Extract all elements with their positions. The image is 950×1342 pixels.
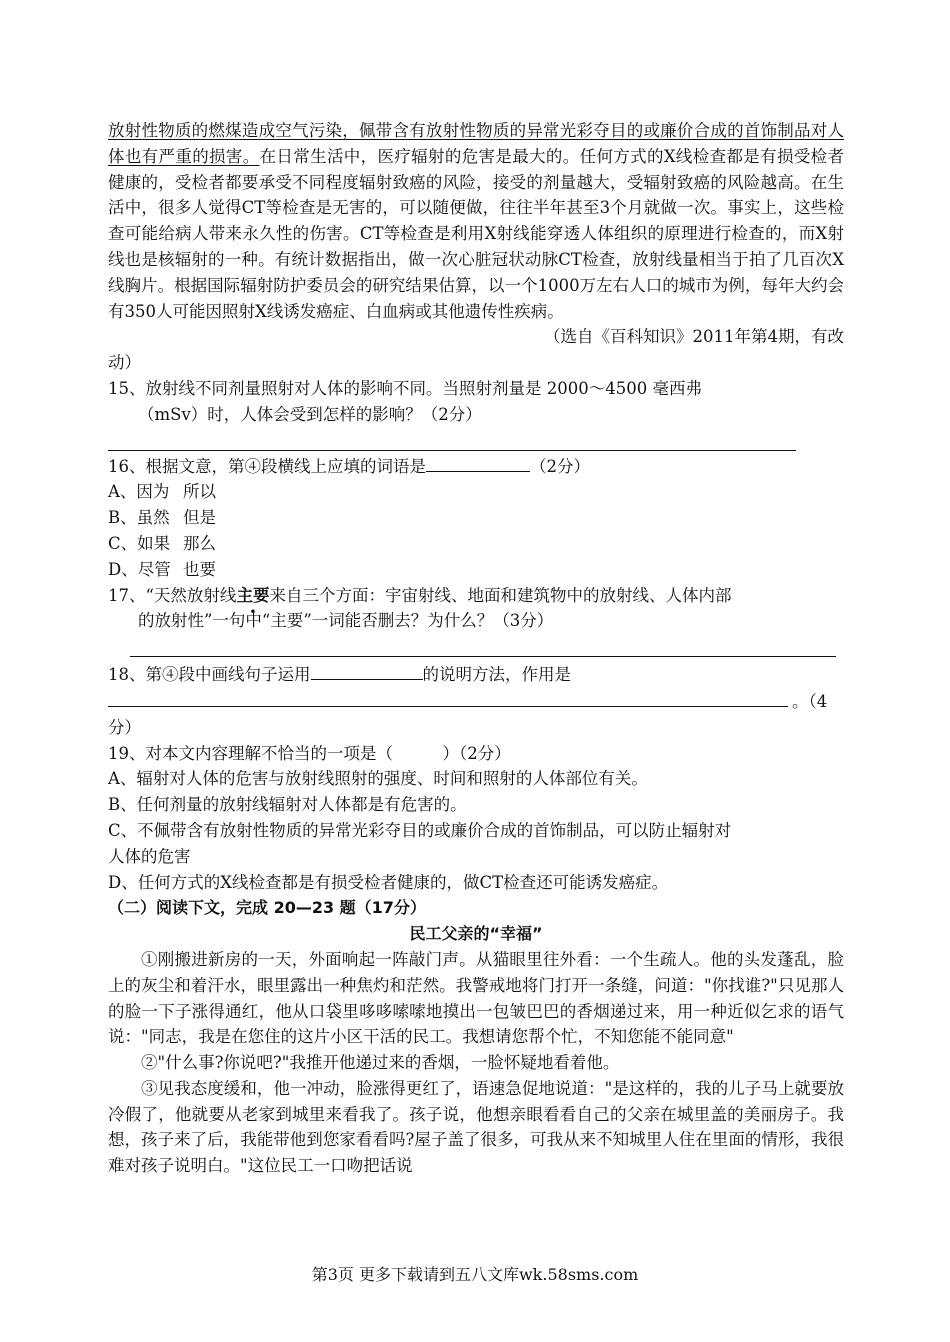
source-citation-end: 动） (108, 353, 141, 373)
option-label: A、因为 (108, 482, 170, 502)
q17-pre: 17、“天然放射线 (108, 585, 237, 605)
q17-post: 来自三个方面：宇宙射线、地面和建筑物中的放射线、人体内部 (269, 585, 732, 605)
option-text: 也要 (183, 559, 216, 579)
q16-option-b[interactable] (108, 505, 844, 531)
option-text: 所以 (183, 482, 216, 502)
article-title: 民工父亲的“幸福” (409, 924, 543, 944)
q16-option-d[interactable] (108, 557, 844, 583)
q18-line1 (108, 661, 844, 688)
q19-option-a[interactable]: A、辐射对人体的危害与放射线照射的强度、时间和照射的人体部位有关。 (108, 769, 648, 789)
q18-blank-effect[interactable] (108, 688, 788, 707)
option-text: 那么 (183, 533, 216, 553)
q18-line2 (108, 688, 844, 715)
q19-stem: 19、对本文内容理解不恰当的一项是（ ）（2分） (108, 743, 511, 763)
q18-post: 的说明方法，作用是 (422, 665, 571, 685)
option-label: C、如果 (108, 533, 171, 553)
article-paragraph-2: ②"什么事?你说吧?"我推开他递过来的香烟，一脸怀疑地看着他。 (141, 1053, 620, 1073)
q16-blank[interactable] (426, 453, 530, 472)
q18-tail: 。（4 (792, 691, 828, 711)
passage1-text: 在日常生活中，医疗辐射的危害是最大的。任何方式的X线检查都是有损受检者健康的，受检者都要承受不同程度辐射致癌的风险，接受的剂量越大，受辐射致癌的风险越高。在生活中，很多人觉得CT等检查是无害的，可以随便做，往往半年甚至3个月就做一次。事实上，这些检查可能给病人带来永久性的伤害。CT等检查是利用X射线能穿透人体组织的原理进行检查的，而X射线也是核辐射的一种。有统计数据指出，做一次心脏冠状动脉CT检查，放射线量相当于拍了几百次X线胸片。根据国际辐射防护委员会的研究结果估算，以一个1000万左右人口的城市为例，每年大约会有350人可能因照射X线诱发癌症、白血病或其他遗传性疾病。 (108, 146, 845, 321)
passage1-paragraph (108, 118, 844, 324)
document-body (108, 118, 844, 1179)
q15-line1: 15、放射线不同剂量照射对人体的影响不同。当照射剂量是 2000～4500 毫西弗 (108, 378, 702, 398)
option-label: D、尽管 (108, 559, 171, 579)
q16-stem-text: 16、根据文意，第④段横线上应填的词语是 (108, 456, 426, 476)
q19-option-d[interactable]: D、任何方式的X线检查都是有损受检者健康的，做CT检查还可能诱发癌症。 (108, 872, 669, 892)
q17-line2: 的放射性”一句中“主要”一词能否删去？为什么？（3分） (138, 611, 554, 631)
q19-option-c[interactable]: C、不佩带含有放射性物质的异常光彩夺目的或廉价合成的首饰制品，可以防止辐射对 (108, 820, 732, 840)
q16-stem (108, 453, 844, 480)
q16-option-a[interactable] (108, 479, 844, 505)
q17-answer-line[interactable] (130, 634, 836, 657)
article-paragraph-1: ①刚搬进新房的一天，外面响起一阵敲门声。从猫眼里往外看：一个生疏人。他的头发蓬乱，脸上的灰尘和着汗水，眼里露出一种焦灼和茫然。我警戒地将门打开一条缝，问道："你找谁?"只见那人的脸一下子涨得通红，他从口袋里哆哆嗦嗦地摸出一包皱巴巴的香烟递过来，用一种近似乞求的语气说："同志，我是在您住的这片小区干活的民工。我想请您帮个忙，不知您能不能同意" (108, 949, 844, 1047)
page-footer: 第3页 更多下载请到五八文库wk.58sms.com (311, 1265, 639, 1284)
q16-score: （2分） (530, 456, 590, 476)
source-citation: （选自《百科知识》2011年第4期，有改 (544, 327, 844, 347)
q17-line1 (108, 583, 844, 609)
option-label: B、虽然 (108, 508, 170, 528)
section2-heading: （二）阅读下文，完成 20—23 题（17分） (108, 898, 426, 918)
q18-end: 分） (108, 717, 141, 737)
underlined-sentence: 放射性物质的燃煤造成空气污染，佩带含有放射性物质的异常光彩夺目的或廉价合成的首饰制品对人体也有严重的损害。 (108, 121, 844, 166)
article-paragraph-3: ③见我态度缓和，他一冲动，脸涨得更红了，语速急促地说道："是这样的，我的儿子马上就要放冷假了，他就要从老家到城里来看我了。孩子说，他想亲眼看看自己的父亲在城里盖的美丽房子。我想，孩子来了后，我能带他到您家看看吗?屋子盖了很多，可我从来不知城里人住在里面的情形，我很难对孩子说明白。"这位民工一口吻把话说 (108, 1078, 844, 1176)
q19-option-b[interactable]: B、任何剂量的放射线辐射对人体都是有危害的。 (108, 795, 467, 815)
q15-line2: （mSv）时，人体会受到怎样的影响？（2分） (138, 404, 482, 424)
q18-blank-method[interactable] (311, 661, 423, 680)
q15-answer-line[interactable] (108, 428, 796, 451)
q17-emphasis: 主要 (236, 585, 270, 605)
q18-pre: 18、第④段中画线句子运用 (108, 665, 311, 685)
q19-option-c-cont: 人体的危害 (108, 846, 191, 866)
option-text: 但是 (183, 508, 216, 528)
q16-option-c[interactable] (108, 531, 844, 557)
